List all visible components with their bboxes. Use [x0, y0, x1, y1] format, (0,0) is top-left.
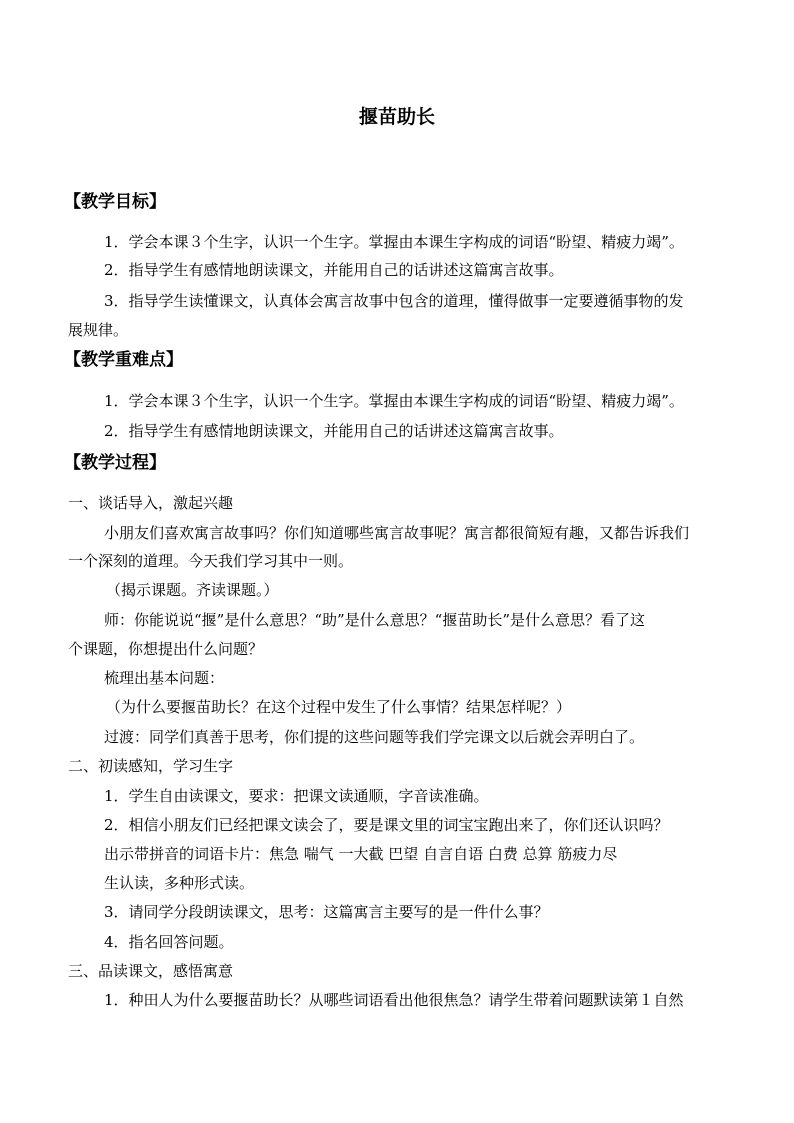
text-line: 1．学生自由读课文，要求：把课文读通顺，字音读准确。: [104, 787, 489, 805]
text-line: 梳理出基本问题：: [104, 669, 225, 687]
text-line: 3．指导学生读懂课文，认真体会寓言故事中包含的道理，懂得做事一定要遵循事物的发: [104, 292, 684, 310]
text-line: 出示带拼音的词语卡片：焦急 喘气 一大截 巴望 自言自语 白费 总算 筋疲力尽: [104, 845, 618, 863]
page-title: 揠苗助长: [358, 106, 435, 128]
section-heading-goals: 【教学目标】: [64, 192, 166, 212]
text-line: 2．相信小朋友们已经把课文读会了，要是课文里的词宝宝跑出来了，你们还认识吗？: [104, 816, 669, 834]
text-line: 小朋友们喜欢寓言故事吗？你们知道哪些寓言故事呢？寓言都很简短有趣，又都告诉我们: [104, 524, 690, 542]
text-line: 一、谈话导入，激起兴趣: [68, 494, 234, 512]
section-heading-process: 【教学过程】: [64, 453, 166, 473]
text-line: 个课题，你想提出什么问题？: [68, 640, 264, 658]
text-line: 1．学会本课３个生字，认识一个生字。掌握由本课生字构成的词语“盼望、精疲力竭”。: [104, 233, 684, 251]
text-line: （为什么要揠苗助长？在这个过程中发生了什么事情？结果怎样呢？）: [106, 698, 572, 716]
text-line: 4．指名回答问题。: [104, 933, 234, 951]
text-line: 过渡：同学们真善于思考，你们提的这些问题等我们学完课文以后就会弄明白了。: [104, 728, 645, 746]
text-line: 一个深刻的道理。今天我们学习其中一则。: [68, 552, 354, 570]
text-line: 师：你能说说“揠”是什么意思？“助”是什么意思？“揠苗助长”是什么意思？看了这: [104, 611, 646, 629]
text-line: 展规律。: [68, 321, 129, 339]
text-line: （揭示课题。齐读课题。）: [106, 581, 279, 599]
text-line: 2．指导学生有感情地朗读课文，并能用自己的话讲述这篇寓言故事。: [104, 261, 564, 279]
text-line: 2．指导学生有感情地朗读课文，并能用自己的话讲述这篇寓言故事。: [104, 422, 564, 440]
section-heading-key-points: 【教学重难点】: [64, 350, 183, 370]
text-line: 1．种田人为什么要揠苗助长？从哪些词语看出他很焦急？请学生带着问题默读第１自然: [104, 991, 684, 1009]
text-line: 三、品读课文，感悟寓意: [68, 962, 234, 980]
text-line: 生认读，多种形式读。: [104, 874, 255, 892]
text-line: 二、初读感知，学习生字: [68, 757, 234, 775]
text-line: 1．学会本课３个生字，认识一个生字。掌握由本课生字构成的词语“盼望、精疲力竭”。: [104, 392, 684, 410]
text-line: 3．请同学分段朗读课文，思考：这篇寓言主要写的是一件什么事？: [104, 903, 549, 921]
